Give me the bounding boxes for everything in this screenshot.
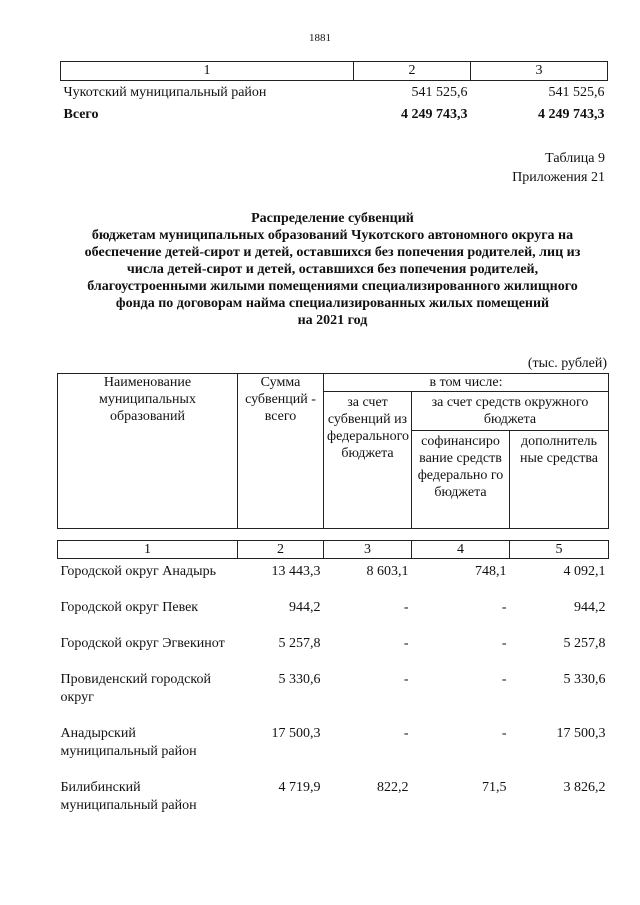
row-total: 5 330,6 (278, 672, 321, 687)
row-total: 17 500,3 (271, 726, 321, 741)
row-additional: 3 826,2 (563, 780, 606, 795)
total-value: 4 249 743,3 (401, 107, 468, 122)
table-row (58, 667, 609, 721)
row-cofinancing: - (501, 672, 507, 687)
col-number: 1 (61, 62, 354, 81)
heading-line: фонда по договорам найма специализированных жилых помещений (115, 296, 550, 311)
col-number: 2 (238, 541, 324, 559)
col-header-cofinancing: софинансиро вание средств федерально го бюджета (412, 431, 510, 529)
row-name: Городской округ Анадырь (60, 564, 216, 579)
row-name: Анадырский муниципальный район (60, 726, 197, 759)
table-row (58, 595, 609, 631)
table-row (61, 81, 608, 103)
col-header-federal: за счет субвенций из федерального бюджета (324, 392, 412, 529)
heading-line: Распределение субвенций (251, 211, 414, 226)
col-number: 3 (471, 62, 608, 81)
heading-line: на 2021 год (297, 313, 368, 328)
row-total: 5 257,8 (278, 636, 321, 651)
row-name: Билибинский муниципальный район (60, 780, 197, 813)
heading-line: числа детей-сирот и детей, оставшихся без попечения родителей, (126, 262, 539, 277)
row-federal: - (403, 672, 409, 687)
row-cofinancing: 748,1 (475, 564, 507, 579)
row-additional: 17 500,3 (556, 726, 606, 741)
page-number: 1881 (309, 32, 331, 44)
table-row (58, 775, 609, 829)
col-number: 4 (412, 541, 510, 559)
continuation-header-row (61, 62, 608, 81)
col-number: 1 (58, 541, 238, 559)
table-row (58, 721, 609, 775)
row-cofinancing: 71,5 (482, 780, 507, 795)
row-federal: - (403, 726, 409, 741)
heading-line: обеспечение детей-сирот и детей, оставшихся без попечения родителей, лиц из (84, 245, 581, 260)
row-name: Провиденский городской округ (60, 672, 211, 705)
row-additional: 5 257,8 (563, 636, 606, 651)
unit-label: (тыс. рублей) (527, 356, 607, 371)
row-cofinancing: - (501, 636, 507, 651)
col-number: 2 (354, 62, 471, 81)
total-value: 4 249 743,3 (538, 107, 605, 122)
row-additional: 4 092,1 (563, 564, 606, 579)
heading-line: бюджетам муниципальных образований Чукотского автономного округа на (91, 228, 574, 243)
total-row (61, 102, 608, 124)
table-row (58, 559, 609, 596)
header-table (57, 373, 609, 529)
col-header-name: Наименование муниципальных образований (58, 374, 238, 529)
col-number: 5 (510, 541, 609, 559)
continuation-table (60, 61, 608, 124)
col-header-district: за счет средств окружного бюджета (412, 392, 609, 431)
col-number: 3 (324, 541, 412, 559)
row-name: Чукотский муниципальный район (63, 85, 267, 100)
document-heading (55, 210, 610, 329)
appendix-label: Приложения 21 (512, 170, 605, 185)
col-header-additional: дополнитель ные средства (510, 431, 609, 529)
row-name: Городской округ Певек (60, 600, 199, 615)
total-label: Всего (63, 107, 99, 122)
table-row (58, 631, 609, 667)
row-federal: 822,2 (377, 780, 409, 795)
col-header-total: Сумма субвенций - всего (238, 374, 324, 529)
heading-line: благоустроенными жилыми помещениями специализированного жилищного (87, 279, 578, 294)
row-name: Городской округ Эгвекинот (60, 636, 225, 651)
data-table (57, 540, 609, 829)
row-value: 541 525,6 (411, 85, 468, 100)
row-cofinancing: - (501, 726, 507, 741)
row-additional: 5 330,6 (563, 672, 606, 687)
col-header-including: в том числе: (324, 374, 609, 392)
row-value: 541 525,6 (548, 85, 605, 100)
table-label: Таблица 9 (545, 151, 605, 166)
row-federal: - (403, 636, 409, 651)
row-federal: 8 603,1 (366, 564, 409, 579)
row-total: 4 719,9 (278, 780, 321, 795)
row-additional: 944,2 (574, 600, 606, 615)
row-federal: - (403, 600, 409, 615)
row-cofinancing: - (501, 600, 507, 615)
row-total: 13 443,3 (271, 564, 321, 579)
column-number-row (58, 541, 609, 559)
row-total: 944,2 (289, 600, 321, 615)
